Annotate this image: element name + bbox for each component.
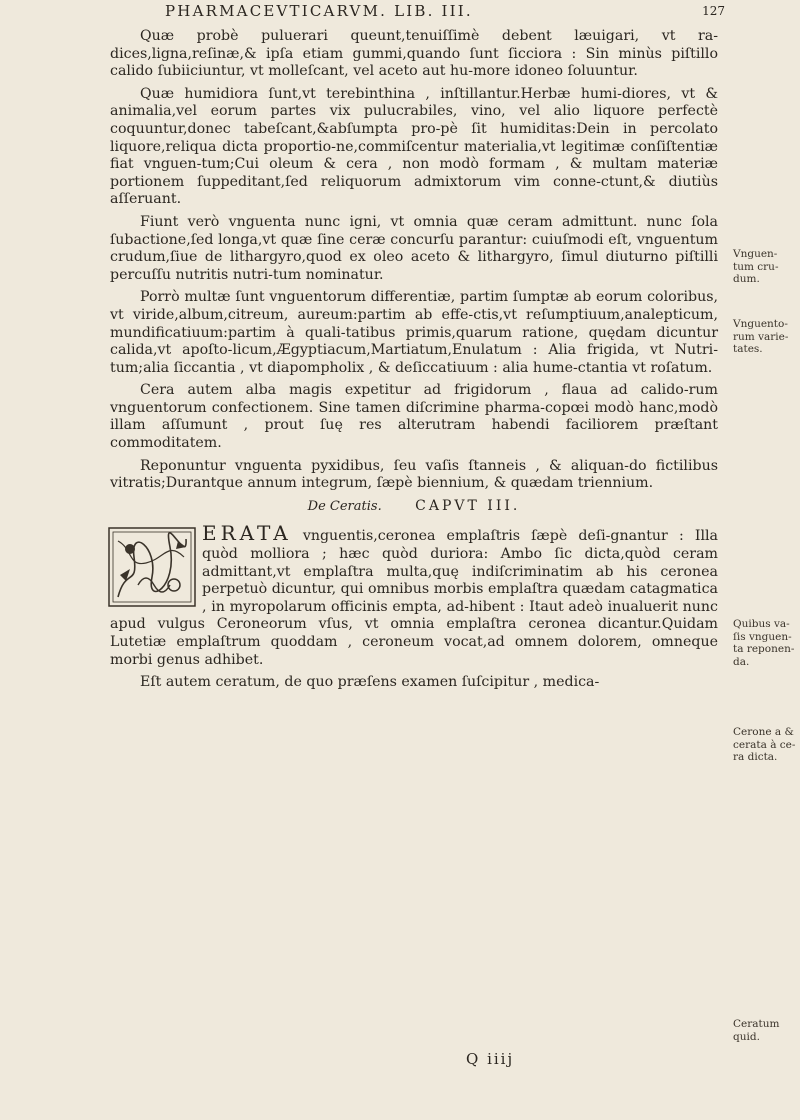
marginal-note-4: Cerone a & cerata à ce-ra dicta.	[733, 726, 796, 763]
paragraph-6: Reponuntur vnguenta pyxidibus, ſeu vaſis ſtanneis , & aliquan-do fictilibus vitratis;Durantque annum integrum, ſæpè biennium, & quædam triennium.	[110, 457, 718, 492]
paragraph-5: Cera autem alba magis expetitur ad frigidorum , flaua ad calido-rum vnguentorum confectionem. Sine tamen diſcrimine pharma-copœi modò hanc,modò illam aſſumunt , prout ſuę res alterutram habendi faciliorem præſtant commoditatem.	[110, 382, 718, 452]
main-text	[110, 28, 718, 697]
marginal-note-2: Vnguento-rum varie-tates.	[733, 318, 789, 355]
chapter-paragraph-1	[110, 521, 718, 669]
ornamental-initial-icon	[108, 527, 196, 607]
marginal-note-3: Quibus va-ſis vnguen-ta reponen-da.	[733, 618, 795, 668]
paragraph-4: Porrò multæ ſunt vnguentorum differentiæ, partim ſumptæ ab eorum coloribus, vt viride,album,citreum, aureum:partim ab effe-ctis,vt reſumptiuum,analepticum, mundificatiuum:partim à quali-tatibus primis,quarum ratione, quędam dicuntur calida,vt apoſto-licum,Ægyptiacum,Martiatum,Enulatum : Alia frigida, vt Nutri-tum;alia ſiccantia , vt diapompholix , & deſiccatiuum : alia hume-ctantia vt roſatum.	[110, 289, 718, 376]
paragraph-2: Quæ humidiora ſunt,vt terebinthina , inſtillantur.Herbæ humi-diores, vt & animalia,vel eorum partes vix pulucrabiles, vino, vel alio liquore perfectè coquuntur,donec tabeſcant,&abſumpta pro-pè ſit humiditas:Dein in percolato liquore,reliqua dicta proportio-ne,commiſcentur materialia,vt legitimæ conſiſtentiæ fiat vnguen-tum;Cui oleum & cera , non modò formam , & multam materiæ portionem ſuppeditant,ſed reliquorum admixtorum vim conne-ctunt,& diutiùs aſſeruant.	[110, 85, 718, 208]
paragraph-1: Quæ probè puluerari queunt,tenuiſſimè debent læuigari, vt ra-dices,ligna,reſinæ,& ipſa etiam gummi,quando ſunt ſicciora : Sin minùs piſtillo calido ſubiiciuntur, vt molleſcant, vel aceto aut hu-more idoneo ſoluuntur.	[110, 28, 718, 80]
chapter-initial: ERATA	[202, 521, 292, 546]
paragraph-3: Fiunt verò vnguenta nunc igni, vt omnia quæ ceram admittunt. nunc ſola ſubactione,ſed longa,vt quæ ſine ceræ concurſu parantur: cuiuſmodi eſt, vnguentum crudum,ſiue de lithargyro,quod ex oleo aceto & lithargyro, ſimul diuturno piſtilli percuſſu nutritis nutri-tum nominatur.	[110, 213, 718, 283]
marginal-note-5: Ceratum quid.	[733, 1018, 780, 1043]
chapter-heading	[110, 498, 718, 516]
running-title: PHARMACEVTICARVM. LIB. III.	[165, 2, 473, 20]
marginal-note-1: Vnguen-tum cru-dum.	[733, 248, 779, 285]
chapter-paragraph-2: Eſt autem ceratum, de quo præſens examen ſuſcipitur , medica-	[140, 674, 600, 691]
running-header	[165, 2, 725, 20]
chapter-title: CAPVT III.	[415, 497, 521, 514]
signature-mark: Q iiij	[466, 1050, 515, 1068]
page-number: 127	[702, 4, 725, 18]
chapter-subject: De Ceratis.	[307, 498, 382, 514]
chapter-paragraph-1-text: vnguentis,ceronea emplaſtris ſæpè deſi-gnantur : Illa quòd molliora ; hæc quòd duriora: Ambo ſic dicta,quòd ceram admittant,vt emplaſtra multa,quę indiſcriminatim ab his ceronea perpetuò dicuntur, qui omnibus morbis emplaſtra quædam catagmatica , in myropolarum officinis empta, ad-hibent : Itaut adeò inualuerit nunc apud vulgus Ceroneorum vſus, vt omnia emplaſtra ceronea dicantur.Quidam Lutetiæ emplaſtrum quoddam , ceroneum vocat,ad omnem dolorem, omneque morbi genus adhibet.	[110, 528, 718, 668]
